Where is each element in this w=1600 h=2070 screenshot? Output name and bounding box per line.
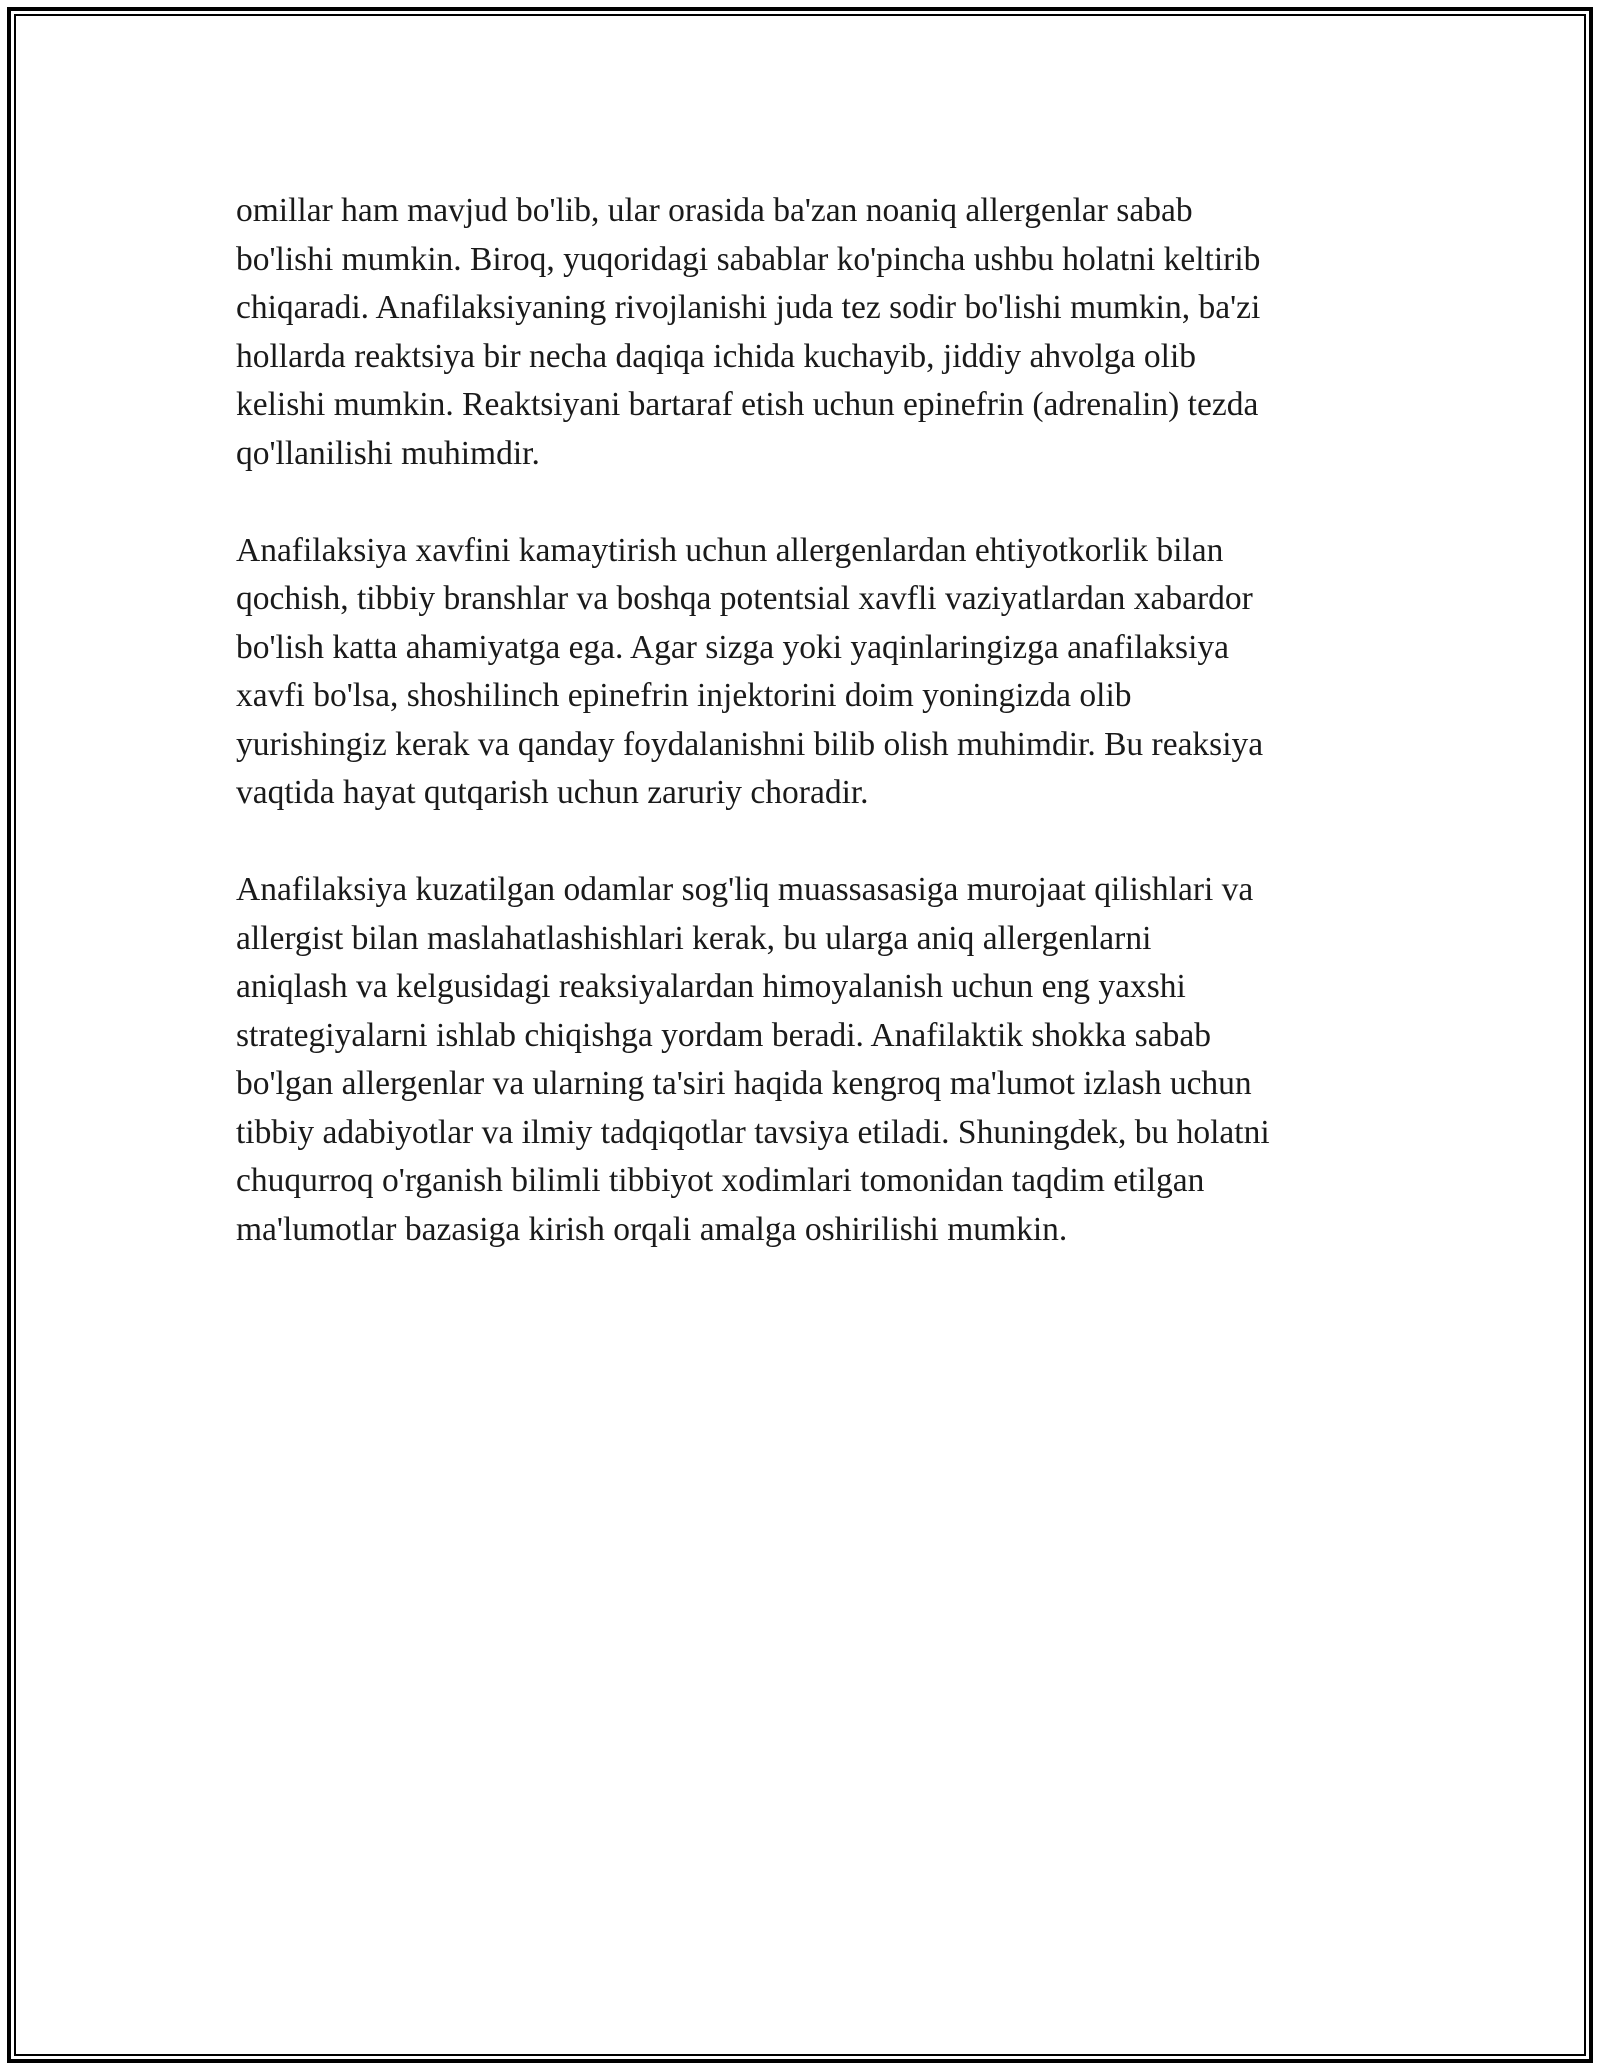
text-line: chuqurroq o'rganish bilimli tibbiyot xodimlari tomonidan taqdim etilgan [236, 1162, 1205, 1199]
text-line: qochish, tibbiy branshlar va boshqa potentsial xavfli vaziyatlardan xabardor [236, 580, 1253, 617]
paragraph-3 [236, 866, 1371, 1254]
text-line: Anafilaksiya kuzatilgan odamlar sog'liq muassasasiga murojaat qilishlari va [236, 871, 1254, 908]
text-line: bo'lishi mumkin. Biroq, yuqoridagi sabablar ko'pincha ushbu holatni keltirib [236, 240, 1261, 278]
text-line: xavfi bo'lsa, shoshilinch epinefrin injektorini doim yoningizda olib [236, 677, 1132, 714]
text-line: ma'lumotlar bazasiga kirish orqali amalga oshirilishi mumkin. [236, 1210, 1068, 1248]
text-line: bo'lish katta ahamiyatga ega. Agar sizga yoki yaqinlaringizga anafilaksiya [236, 628, 1230, 666]
text-line: chiqaradi. Anafilaksiyaning rivojlanishi juda tez sodir bo'lishi mumkin, ba'zi [236, 289, 1261, 326]
text-line: yurishingiz kerak va qanday foydalanishni bilib olish muhimdir. Bu reaksiya [236, 725, 1264, 763]
text-line: qo'llanilishi muhimdir. [236, 434, 540, 472]
text-line: bo'lgan allergenlar va ularning ta'siri haqida kengroq ma'lumot izlash uchun [236, 1065, 1252, 1102]
text-line: vaqtida hayat qutqarish uchun zaruriy choradir. [236, 774, 869, 811]
paragraph-2 [236, 527, 1371, 818]
text-line: strategiyalarni ishlab chiqishga yordam beradi. Anafilaktik shokka sabab [236, 1016, 1211, 1054]
text-line: hollarda reaktsiya bir necha daqiqa ichida kuchayib, jiddiy ahvolga olib [236, 337, 1197, 375]
body-text [236, 187, 1371, 1303]
text-line: Anafilaksiya xavfini kamaytirish uchun allergenlardan ehtiyotkorlik bilan [236, 531, 1224, 569]
text-line: tibbiy adabiyotlar va ilmiy tadqiqotlar tavsiya etiladi. Shuningdek, bu holatni [236, 1113, 1270, 1151]
paragraph-1 [236, 187, 1371, 478]
text-line: kelishi mumkin. Reaktsiyani bartaraf etish uchun epinefrin (adrenalin) tezda [236, 386, 1259, 423]
text-line: allergist bilan maslahatlashishlari kerak, bu ularga aniq allergenlarni [236, 919, 1152, 957]
text-line: aniqlash va kelgusidagi reaksiyalardan himoyalanish uchun eng yaxshi [236, 968, 1186, 1005]
text-line: omillar ham mavjud bo'lib, ular orasida ba'zan noaniq allergenlar sabab [236, 192, 1193, 229]
